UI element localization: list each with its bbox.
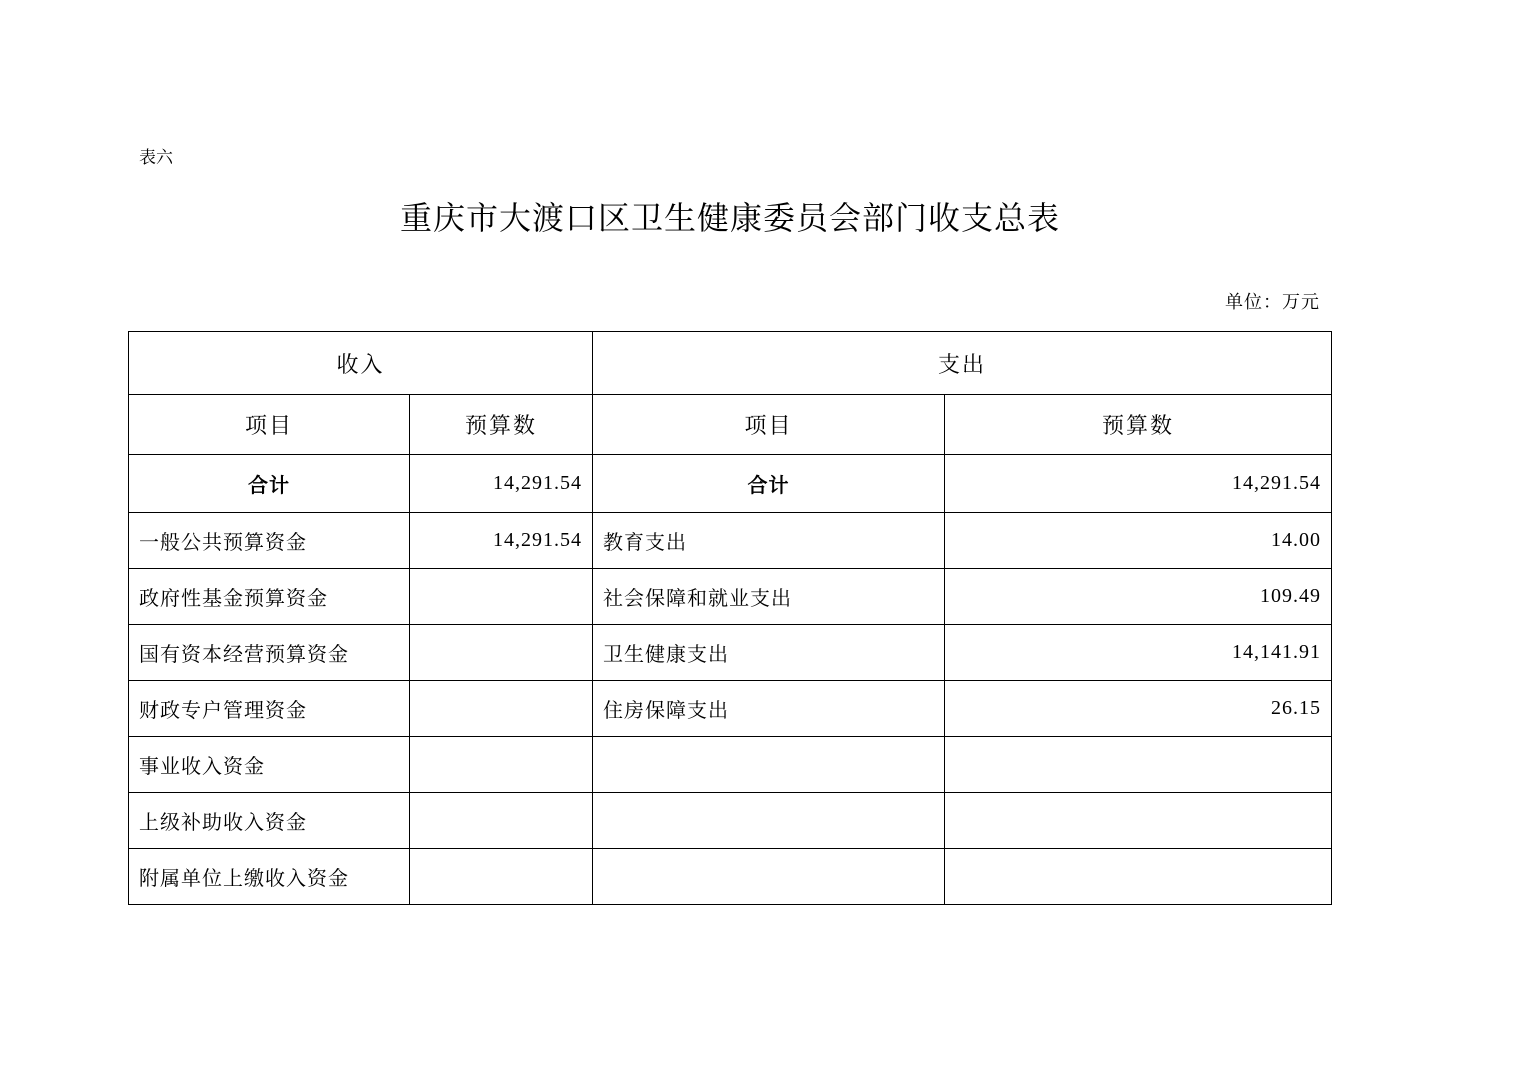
group-header-row — [129, 332, 1332, 395]
income-value-cell — [410, 849, 593, 905]
table-row — [129, 849, 1332, 905]
expenditure-item-cell — [593, 849, 945, 905]
income-item-cell: 财政专户管理资金 — [129, 681, 410, 737]
table-row — [129, 737, 1332, 793]
income-budget-header: 预算数 — [410, 395, 593, 455]
income-item-cell: 一般公共预算资金 — [129, 513, 410, 569]
document-title: 重庆市大渡口区卫生健康委员会部门收支总表 — [399, 199, 1060, 237]
expenditure-value-cell: 26.15 — [945, 681, 1332, 737]
expenditure-value-cell: 14.00 — [945, 513, 1332, 569]
income-item-cell: 附属单位上缴收入资金 — [129, 849, 410, 905]
expenditure-item-header: 项目 — [593, 395, 945, 455]
expenditure-value-cell — [945, 849, 1332, 905]
expenditure-item-cell: 教育支出 — [593, 513, 945, 569]
income-value-cell — [410, 681, 593, 737]
income-item-header: 项目 — [129, 395, 410, 455]
income-value-cell — [410, 569, 593, 625]
income-value-cell — [410, 793, 593, 849]
expenditure-value-cell — [945, 737, 1332, 793]
expenditure-item-cell — [593, 737, 945, 793]
income-item-cell: 事业收入资金 — [129, 737, 410, 793]
column-header-row — [129, 395, 1332, 455]
total-row — [129, 455, 1332, 513]
unit-label: 单位：万元 — [1225, 292, 1320, 313]
table-row — [129, 625, 1332, 681]
income-item-cell: 上级补助收入资金 — [129, 793, 410, 849]
table-row — [129, 681, 1332, 737]
expenditure-item-cell: 卫生健康支出 — [593, 625, 945, 681]
table-row — [129, 793, 1332, 849]
expenditure-item-cell: 住房保障支出 — [593, 681, 945, 737]
expenditure-total-value: 14,291.54 — [945, 455, 1332, 513]
income-value-cell — [410, 737, 593, 793]
expenditure-value-cell: 14,141.91 — [945, 625, 1332, 681]
income-item-cell: 政府性基金预算资金 — [129, 569, 410, 625]
income-value-cell: 14,291.54 — [410, 513, 593, 569]
expenditure-item-cell: 社会保障和就业支出 — [593, 569, 945, 625]
income-total-label: 合计 — [129, 455, 410, 513]
expenditure-value-cell: 109.49 — [945, 569, 1332, 625]
table-number-label: 表六 — [139, 148, 173, 168]
income-value-cell — [410, 625, 593, 681]
income-group-header: 收入 — [129, 332, 593, 395]
budget-summary-table — [128, 331, 1332, 905]
expenditure-value-cell — [945, 793, 1332, 849]
expenditure-item-cell — [593, 793, 945, 849]
expenditure-group-header: 支出 — [593, 332, 1332, 395]
table-row — [129, 513, 1332, 569]
income-total-value: 14,291.54 — [410, 455, 593, 513]
table-row — [129, 569, 1332, 625]
income-item-cell: 国有资本经营预算资金 — [129, 625, 410, 681]
expenditure-total-label: 合计 — [593, 455, 945, 513]
expenditure-budget-header: 预算数 — [945, 395, 1332, 455]
